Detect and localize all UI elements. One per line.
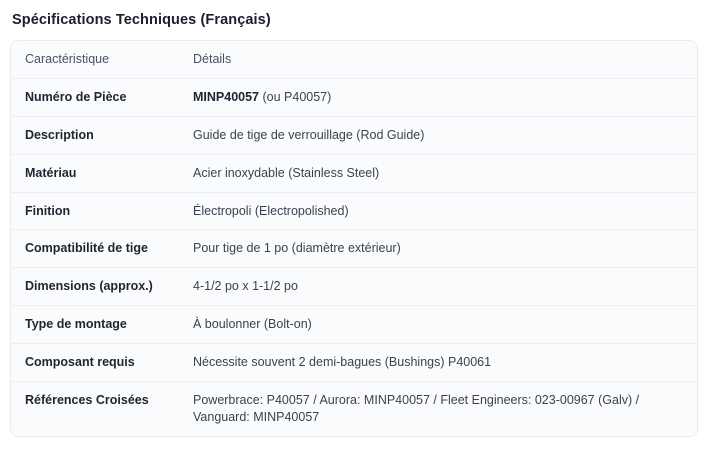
- row-label-mounting-type: Type de montage: [11, 306, 179, 344]
- table-row: [11, 268, 697, 306]
- row-value-material: Acier inoxydable (Stainless Steel): [179, 154, 697, 192]
- row-label-dimensions: Dimensions (approx.): [11, 268, 179, 306]
- column-header-characteristic: Caractéristique: [11, 41, 179, 78]
- row-label-part-number: Numéro de Pièce: [11, 78, 179, 116]
- page-title: Spécifications Techniques (Français): [12, 12, 271, 28]
- row-value-part-number: [179, 78, 697, 116]
- row-value-dimensions: 4-1/2 po x 1-1/2 po: [179, 268, 697, 306]
- column-header-details: Détails: [179, 41, 697, 78]
- row-value-description: Guide de tige de verrouillage (Rod Guide): [179, 116, 697, 154]
- table-row: [11, 381, 697, 435]
- row-label-rod-compatibility: Compatibilité de tige: [11, 230, 179, 268]
- row-value-required-component: Nécessite souvent 2 demi-bagues (Bushings) P40061: [179, 344, 697, 382]
- table-row: [11, 154, 697, 192]
- table-row: [11, 344, 697, 382]
- part-number-rest: (ou P40057): [259, 89, 332, 104]
- specifications-table: [11, 41, 697, 436]
- row-label-description: Description: [11, 116, 179, 154]
- row-label-cross-references: Références Croisées: [25, 392, 149, 407]
- row-value-cross-references: Powerbrace: P40057 / Aurora: MINP40057 / Fleet Engineers: 023-00967 (Galv) / Vanguard: MINP40057: [193, 392, 640, 424]
- row-label-required-component: Composant requis: [11, 344, 179, 382]
- specifications-card: [10, 40, 698, 437]
- table-row: [11, 192, 697, 230]
- row-label-finish: Finition: [11, 192, 179, 230]
- table-body: [11, 41, 697, 436]
- table-row: [11, 230, 697, 268]
- table-row: [11, 116, 697, 154]
- table-row: [11, 78, 697, 116]
- row-value-rod-compatibility: Pour tige de 1 po (diamètre extérieur): [179, 230, 697, 268]
- row-value-finish: Électropoli (Electropolished): [179, 192, 697, 230]
- part-number-strong: MINP40057: [193, 89, 260, 104]
- row-label-material: Matériau: [11, 154, 179, 192]
- table-row: [11, 306, 697, 344]
- row-value-mounting-type: À boulonner (Bolt-on): [179, 306, 697, 344]
- table-header-row: [11, 41, 697, 78]
